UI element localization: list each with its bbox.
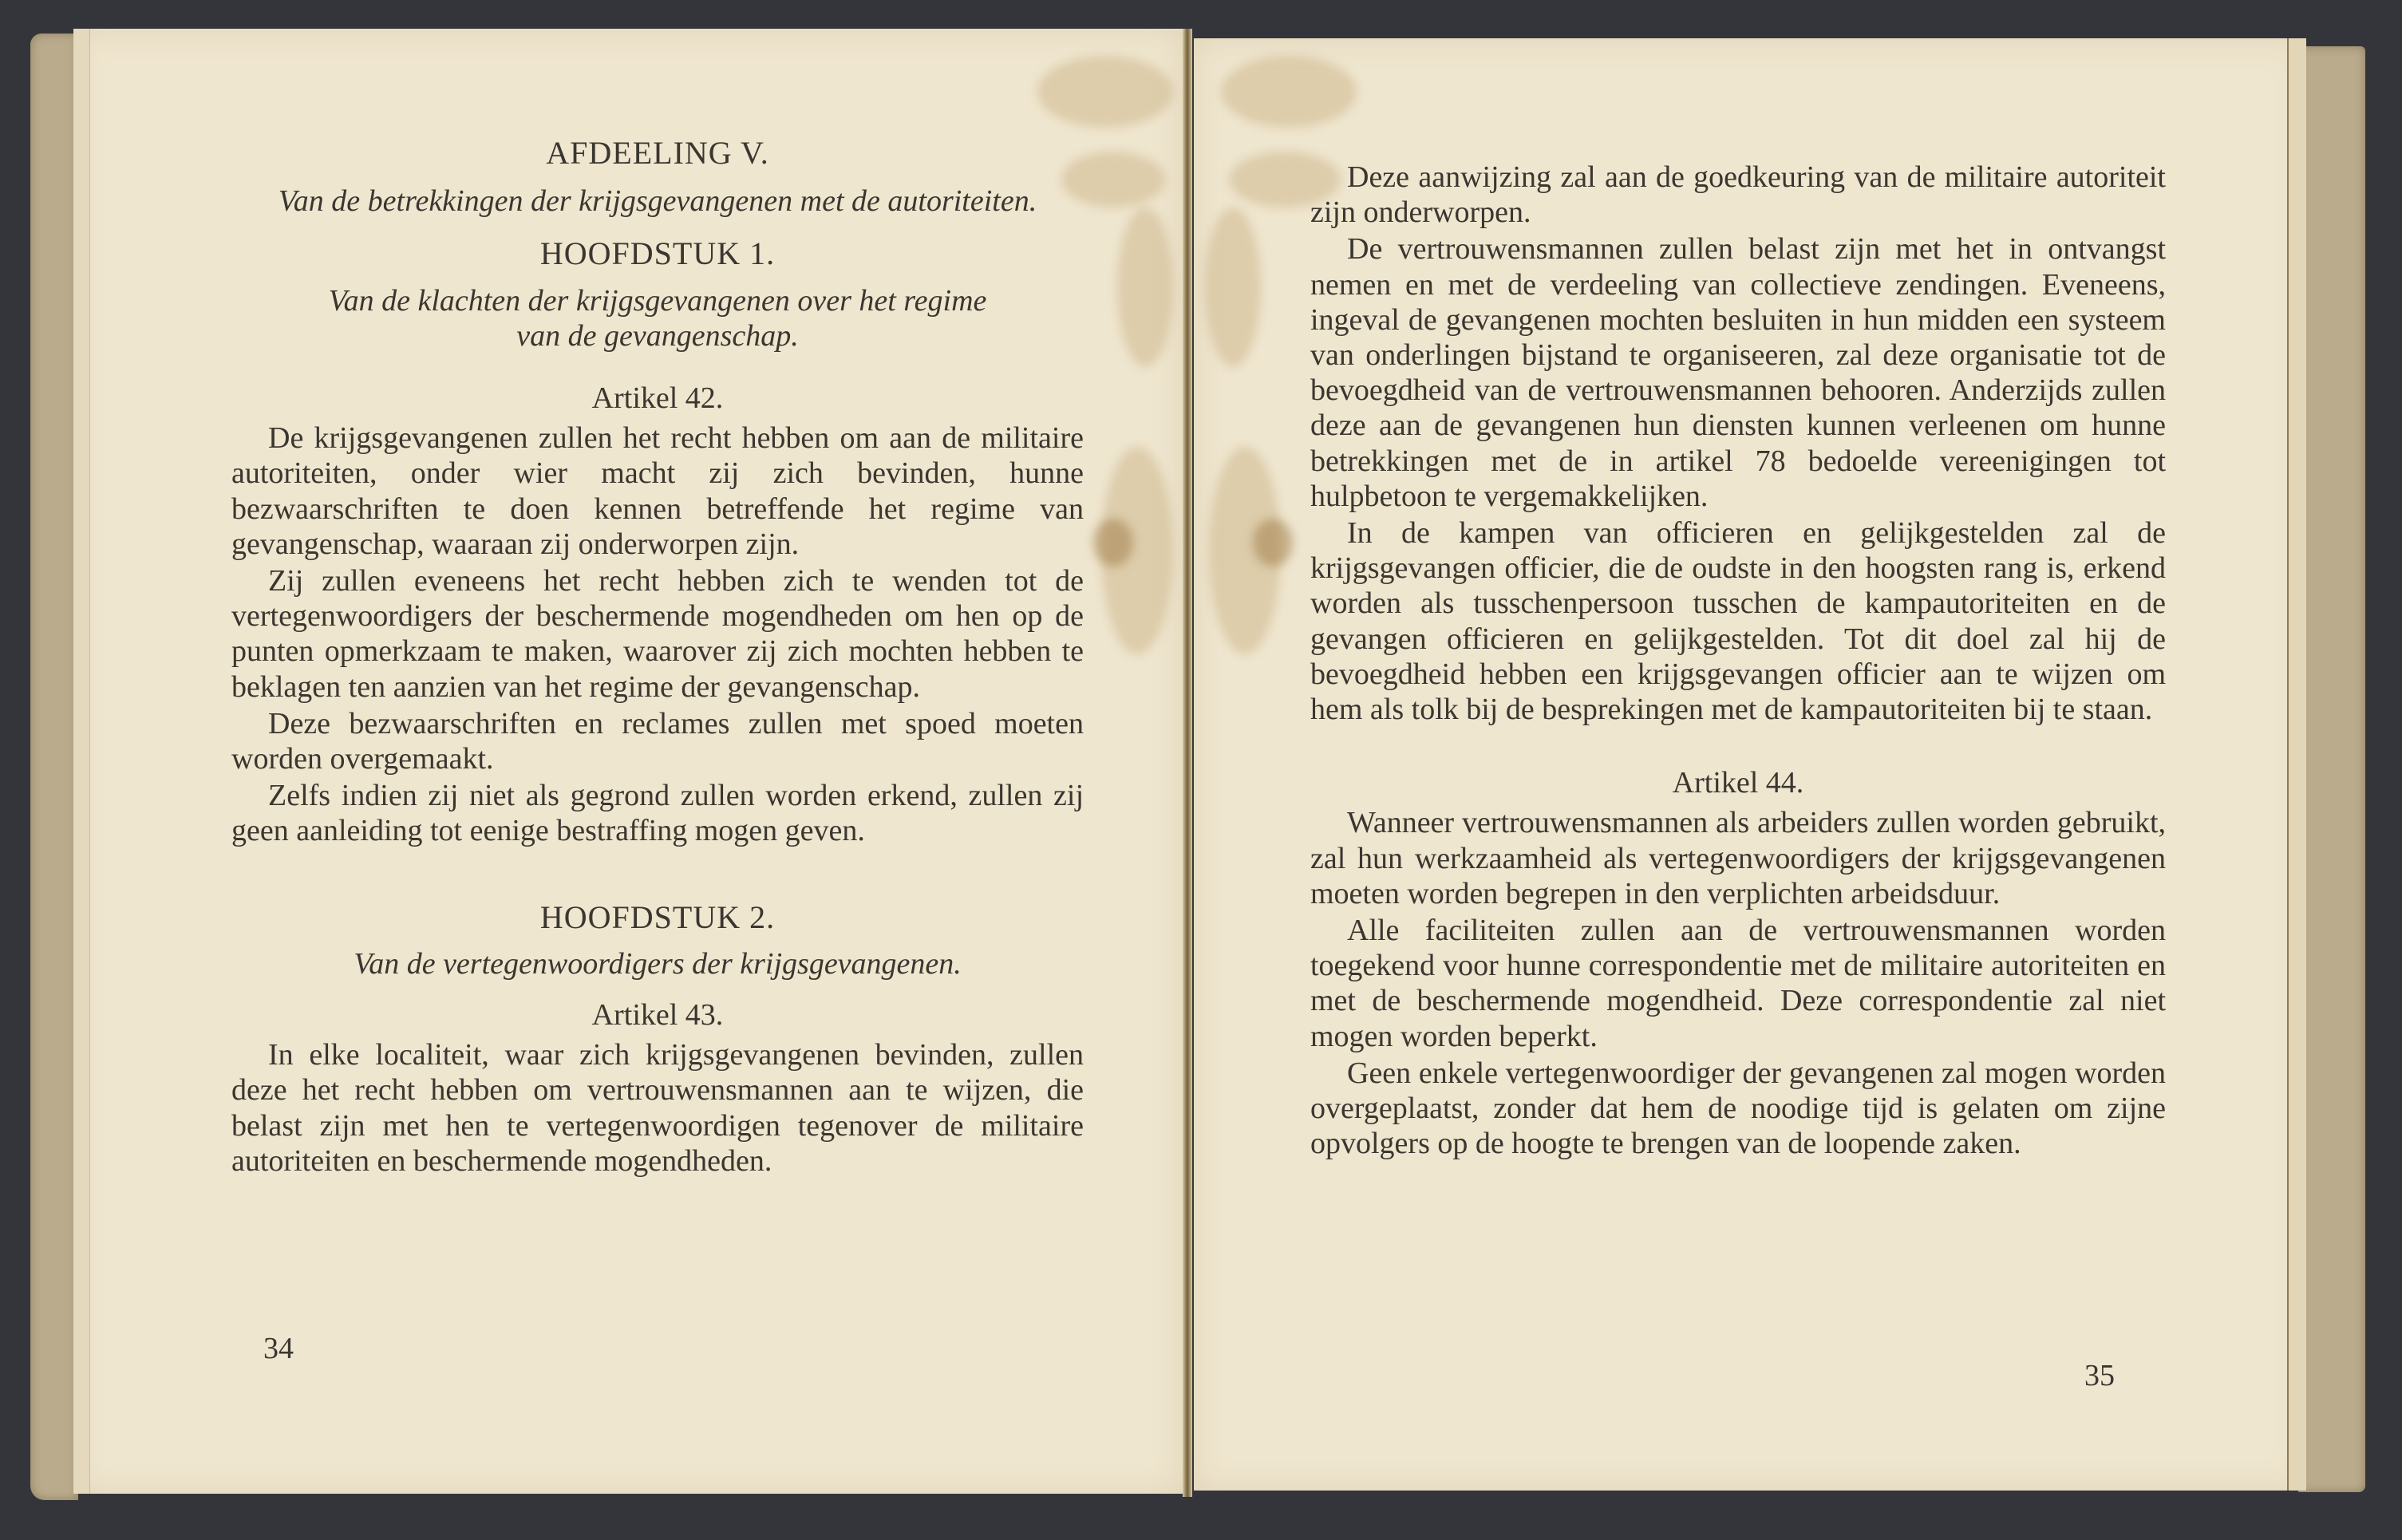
book-cover-left-edge (30, 34, 78, 1500)
article-44-paragraph: Alle faciliteiten zullen aan de vertrouwensmannen worden toegekend voor hunne correspondentie met de militaire autoriteiten en met de beschermende mogendheid. Deze correspondentie zal niet mogen worden beperkt. (1310, 914, 2166, 1053)
chapter-2-title: HOOFDSTUK 2. (539, 898, 776, 935)
article-43-heading: Artikel 43. (591, 998, 724, 1033)
water-stain (1093, 519, 1133, 567)
chapter-1-title: HOOFDSTUK 1. (539, 235, 776, 272)
page-number-right: 35 (2084, 1359, 2115, 1392)
water-stain (1037, 56, 1173, 128)
book-cover-right-edge (2298, 46, 2365, 1492)
chapter-1-subtitle-line2: van de gevangenschap. (516, 318, 799, 353)
article-42-paragraph: Zelfs indien zij niet als gegrond zullen worden erkend, zullen zij geen aanleiding tot eenige bestraffing mogen geven. (231, 779, 1084, 848)
article-42-heading: Artikel 42. (591, 381, 724, 416)
article-42-paragraph: De krijgsgevangenen zullen het recht hebben om aan de militaire autoriteiten, onder wier macht zij zich bevinden, hunne bezwaarschriften te doen kennen betreffende het regime van gevangenschap, waaraan zij onderworpen zijn. (231, 421, 1084, 561)
article-44-heading: Artikel 44. (1672, 766, 1804, 800)
page-number-left: 34 (263, 1332, 294, 1365)
article-44-paragraph: Wanneer vertrouwensmannen als arbeiders zullen worden gebruikt, zal hun werkzaamheid als vertegenwoordigers der krijgsgevangenen moeten worden begrepen in den verplichten arbeidsduur. (1310, 806, 2166, 910)
right-page-stack-edge (2287, 38, 2306, 1491)
article-43-continued-paragraph: Deze aanwijzing zal aan de goedkeuring van de militaire autoriteit zijn onderworpen. (1310, 160, 2166, 230)
left-page-text (231, 136, 1084, 1179)
article-43-continued-paragraph: In de kampen van officieren en gelijkgestelden zal de krijgsgevangen officier, die de oudste in den hoogsten rang is, erkend worden als tusschenpersoon tusschen de kampautoriteiten en de gevangen officieren en gelijkgestelden. Tot dit doel zal hij de bevoegdheid hebben een krijgsgevangen officier aan te wijzen om hem als tolk bij de besprekingen met de kampautoriteiten bij te staan. (1310, 516, 2166, 727)
article-43-paragraph: In elke localiteit, waar zich krijgsgevangenen bevinden, zullen deze het recht hebben om vertrouwensmannen aan te wijzen, die belast zijn met hen te vertegenwoordigen tegenover de militaire autoriteiten en beschermende mogendheden. (231, 1038, 1084, 1178)
section-subtitle: Van de betrekkingen der krijgsgevangenen met de autoriteiten. (278, 184, 1037, 219)
article-44-paragraph: Geen enkele vertegenwoordiger der gevangenen zal mogen worden overgeplaatst, zonder dat hem de noodige tijd is gelaten om zijne opvolgers op de hoogte te brengen van de loopende zaken. (1310, 1056, 2166, 1161)
chapter-1-subtitle-line1: Van de klachten der krijgsgevangenen over het regime (328, 283, 987, 318)
article-43-continued-paragraph: De vertrouwensmannen zullen belast zijn met het in ontvangst nemen en met de verdeeling van collectieve zendingen. Eveneens, ingeval de gevangenen mochten besluiten in hun midden een systeem van onderlingen bijstand te organiseeren, zal deze organisatie tot de bevoegdheid van de vertrouwensmannen behooren. Anderzijds zullen deze aan de gevangenen hun diensten kunnen verleenen om hunne betrekkingen met de in artikel 78 bedoelde vereenigingen tot hulpbetoon te vergemakkelijken. (1310, 232, 2166, 513)
article-42-paragraph: Deze bezwaarschriften en reclames zullen met spoed moeten worden overgemaakt. (231, 706, 1084, 776)
section-title: AFDEELING V. (546, 135, 769, 171)
water-stain (1221, 56, 1357, 128)
water-stain (1117, 207, 1173, 367)
article-42-paragraph: Zij zullen eveneens het recht hebben zich te wenden tot de vertegenwoordigers der beschermende mogendheden om hen op de punten opmerkzaam te maken, waarover zij zich mochten hebben te beklagen ten aanzien van het regime der gevangenschap. (231, 564, 1084, 704)
book-gutter (1183, 29, 1192, 1497)
left-page-stack-edge (73, 29, 90, 1494)
water-stain (1205, 207, 1261, 367)
chapter-2-subtitle: Van de vertegenwoordigers der krijgsgevangenen. (354, 946, 962, 981)
right-page-text (1310, 160, 2166, 1161)
water-stain (1253, 519, 1293, 567)
